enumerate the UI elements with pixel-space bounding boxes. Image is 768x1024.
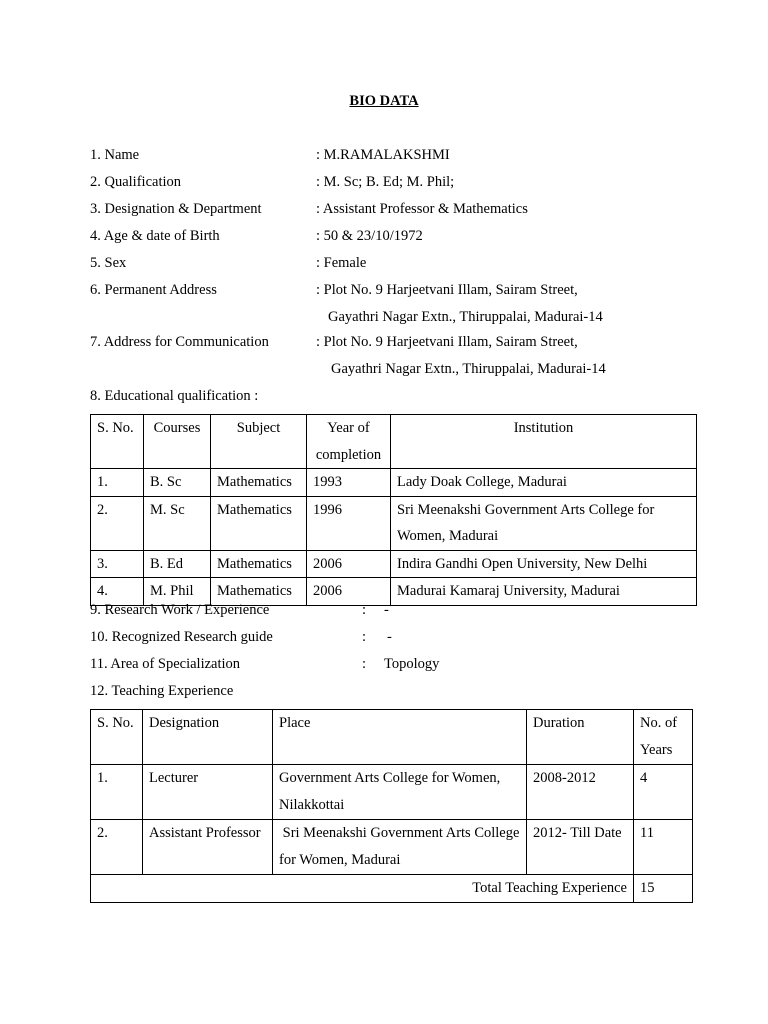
- field-colon: :: [362, 602, 367, 618]
- field-value: : Plot No. 9 Harjeetvani Illam, Sairam Street,: [316, 282, 578, 298]
- total-value: 15: [634, 875, 693, 903]
- field-label: 9. Research Work / Experience: [90, 602, 270, 618]
- header-place: Place: [273, 710, 527, 765]
- field-value: : M.RAMALAKSHMI: [316, 147, 450, 163]
- cell: Mathematics: [211, 496, 307, 550]
- total-row: [91, 875, 693, 903]
- cell: Sri Meenakshi Government Arts College for Women, Madurai: [391, 496, 697, 550]
- field-label: 7. Address for Communication: [90, 334, 269, 350]
- cell: Mathematics: [211, 550, 307, 578]
- field-research-guide: [90, 627, 490, 647]
- cell: Lecturer: [143, 765, 273, 820]
- header-years: No. of Years: [634, 710, 693, 765]
- header-sno: S. No.: [91, 710, 143, 765]
- cell: 4: [634, 765, 693, 820]
- field-value: : 50 & 23/10/1972: [316, 228, 423, 244]
- cell: 1996: [307, 496, 391, 550]
- field-label: 5. Sex: [90, 255, 127, 271]
- field-value: Topology: [384, 656, 440, 672]
- teaching-heading: 12. Teaching Experience: [90, 683, 234, 699]
- table-header-row: [91, 710, 693, 765]
- cell: 1.: [91, 469, 144, 497]
- cell: 2012- Till Date: [527, 820, 634, 875]
- field-label: 10. Recognized Research guide: [90, 629, 273, 645]
- cell: B. Sc: [144, 469, 211, 497]
- field-value: : Assistant Professor & Mathematics: [316, 201, 528, 217]
- field-value: Gayathri Nagar Extn., Thiruppalai, Madurai-14: [331, 361, 606, 377]
- cell: 3.: [91, 550, 144, 578]
- field-value: : Plot No. 9 Harjeetvani Illam, Sairam Street,: [316, 334, 578, 350]
- education-heading: 8. Educational qualification :: [90, 388, 259, 404]
- cell: Government Arts College for Women, Nilakkottai: [273, 765, 527, 820]
- cell: M. Sc: [144, 496, 211, 550]
- table-row: [91, 550, 697, 578]
- cell: B. Ed: [144, 550, 211, 578]
- field-colon: :: [362, 656, 367, 672]
- education-table: [90, 414, 697, 606]
- cell: 1993: [307, 469, 391, 497]
- field-value: -: [387, 629, 392, 645]
- table-row: [91, 469, 697, 497]
- cell: Assistant Professor: [143, 820, 273, 875]
- field-label: 11. Area of Specialization: [90, 656, 241, 672]
- table-row: [91, 765, 693, 820]
- cell: 2006: [307, 550, 391, 578]
- field-value: -: [384, 602, 389, 618]
- cell: 2008-2012: [527, 765, 634, 820]
- field-value: Gayathri Nagar Extn., Thiruppalai, Madurai-14: [328, 309, 603, 325]
- cell: Lady Doak College, Madurai: [391, 469, 697, 497]
- cell: 2.: [91, 496, 144, 550]
- header-courses: Courses: [144, 415, 211, 469]
- cell: M. Phil: [144, 578, 211, 606]
- cell: 4.: [91, 578, 144, 606]
- field-label: 6. Permanent Address: [90, 282, 217, 298]
- header-designation: Designation: [143, 710, 273, 765]
- cell: 11: [634, 820, 693, 875]
- field-label: 3. Designation & Department: [90, 201, 262, 217]
- cell: 1.: [91, 765, 143, 820]
- field-value: : Female: [316, 255, 367, 271]
- field-label: 4. Age & date of Birth: [90, 228, 220, 244]
- cell: 2.: [91, 820, 143, 875]
- header-duration: Duration: [527, 710, 634, 765]
- field-label: 2. Qualification: [90, 174, 182, 190]
- header-subject: Subject: [211, 415, 307, 469]
- cell: Sri Meenakshi Government Arts College for Women, Madurai: [273, 820, 527, 875]
- field-specialization: [90, 654, 490, 674]
- cell: Mathematics: [211, 578, 307, 606]
- field-research-work: [90, 600, 490, 620]
- cell: Mathematics: [211, 469, 307, 497]
- cell: Madurai Kamaraj University, Madurai: [391, 578, 697, 606]
- header-institution: Institution: [391, 415, 697, 469]
- table-header-row: [91, 415, 697, 469]
- cell: Indira Gandhi Open University, New Delhi: [391, 550, 697, 578]
- page-title: BIO DATA: [349, 93, 419, 109]
- field-value: : M. Sc; B. Ed; M. Phil;: [316, 174, 455, 190]
- field-colon: :: [362, 629, 367, 645]
- table-row: [91, 820, 693, 875]
- field-label: 1. Name: [90, 147, 140, 163]
- header-year: Year of completion: [307, 415, 391, 469]
- teaching-table: [90, 709, 693, 903]
- total-label: Total Teaching Experience: [91, 875, 634, 903]
- table-row: [91, 496, 697, 550]
- cell: 2006: [307, 578, 391, 606]
- header-sno: S. No.: [91, 415, 144, 469]
